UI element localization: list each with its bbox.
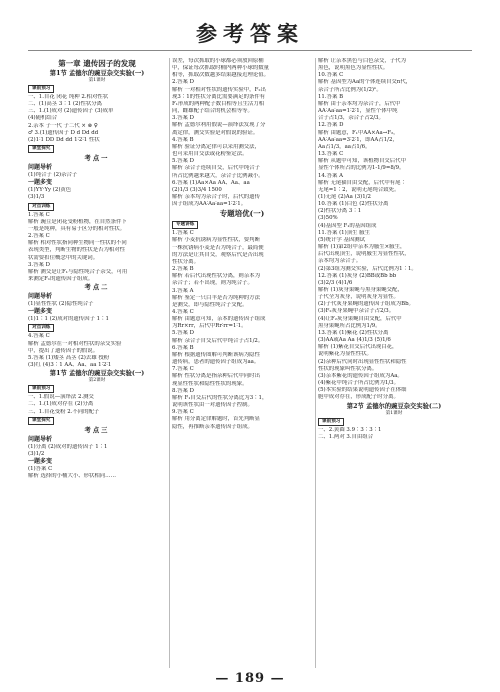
- answer-line: AA∶Aa∶aa=3∶2∶1，即AA占1/2，: [318, 136, 398, 143]
- answer-line: 8.答案 D: [172, 387, 194, 394]
- section-heading: 第1节 孟德尔的豌豆杂交实验(一): [49, 70, 145, 77]
- answer-line: 来测定F₁的遗传因子组成。: [28, 275, 94, 282]
- answer-line: (3)50%: [318, 215, 338, 222]
- answer-line: 表现类型，判断生物的性状是否为相对性: [28, 247, 126, 254]
- answer-line: (2)杂种后代同时出现显性性状和隐性: [318, 358, 407, 365]
- answer-line: (1)分离 (2)成对的遗传因子 1∶1: [28, 443, 108, 450]
- section-tag: 对点训练: [28, 203, 54, 211]
- answer-line: (5)统计学 基因测试: [318, 236, 366, 243]
- answer-line: 黑色，说明黑色为显性性状。: [318, 65, 389, 72]
- section-tag: 课前预习: [28, 385, 54, 393]
- answer-line: 隐性，再推断亲本遗传因子组成。: [172, 423, 253, 430]
- answer-line: Aa占1/3，aa占1/6。: [318, 143, 371, 150]
- answer-line: (3)F₂灰身果蝇中杂合子占2/3。: [318, 308, 395, 315]
- answer-line: 解析 基因型为Aa的个体连续自交n代，: [318, 79, 412, 86]
- answer-line: (1)1∶1 (2)成对的遗传因子 1∶1: [28, 316, 109, 323]
- answer-line: 解析 若后代出现性状分离，则亲本为: [172, 273, 260, 280]
- lesson-label: 第2课时: [88, 378, 106, 384]
- answer-line: 二、1.(1)成对存在 (2)分离: [28, 401, 94, 408]
- answer-line: 显性个体所占的比例为1-1/9=8/9。: [318, 165, 405, 172]
- answer-line: ♂ 3.(1)遗传因子 D d Dd dd: [28, 129, 99, 136]
- answer-line: 11.答案 B: [318, 93, 344, 100]
- answer-column-3: [318, 58, 470, 441]
- answer-line: (3)红 (4)3∶1 AA、Aa、aa 1∶2∶1: [28, 362, 112, 369]
- answer-line: 胞中成对存在，形成配子时分离。: [318, 394, 399, 401]
- point-heading: 考点三: [84, 426, 110, 434]
- answer-line: (1)无尾 (2)Aa (3)1/2: [318, 193, 371, 200]
- point-heading: 考点一: [84, 155, 110, 163]
- answer-line: (2)1∶1 DD Dd dd 1∶2∶1 性状: [28, 136, 100, 143]
- answer-line: 黑身果蝇所占比例为1/9。: [318, 322, 381, 329]
- answer-line: 所占比例越来越大，杂合子比例减小。: [172, 172, 264, 179]
- answer-line: 解析 F₁自交后代的性状分离比为3∶1，: [172, 394, 268, 401]
- answer-line: 5.答案 D: [172, 330, 194, 337]
- sub-heading: 问题导析: [28, 164, 53, 172]
- sub-heading: 一题多变: [28, 308, 53, 316]
- lesson-label: 第1课时: [88, 78, 106, 83]
- answer-line: 说明紫花为显性性状。: [318, 351, 372, 358]
- answer-line: 解析 根据遗传图解可判断该病为隐性: [172, 351, 260, 358]
- answer-line: 4.答案 B: [172, 136, 194, 143]
- answer-line: (3)AA或Aa Aa (4)1/3 (5)1/6: [318, 337, 391, 344]
- answer-column-1: [28, 58, 166, 480]
- answer-line: 解析 由题意，F₁中AA×Aa→F₂，: [318, 129, 399, 136]
- answer-line: AA∶Aa∶aa=1∶2∶1，显性个体中纯: [318, 108, 398, 115]
- answer-line: 4.答案 C: [28, 333, 50, 340]
- answer-line: 解析 用分离定律解题时，首先判断显: [172, 416, 260, 423]
- answer-line: 同，雌雄配子结合的机会相等等。: [172, 108, 253, 115]
- answer-line: 6.答案 B: [172, 344, 194, 351]
- answer-line: (2)1/3 (3)3/4 1500: [172, 186, 222, 193]
- answer-line: 解析 小麦抗锈病为显性性状，要判断: [172, 237, 260, 244]
- answer-line: 14.答案 A: [318, 172, 343, 179]
- answer-line: 解析 无尾猫自由交配，后代中有尾∶: [318, 179, 406, 186]
- answer-line: 3.答案 D: [172, 115, 194, 122]
- answer-line: 现显性性状和隐性性状的现象。: [172, 380, 248, 387]
- section-heading: 第1节 孟德尔的豌豆杂交实验(一): [49, 370, 145, 378]
- answer-line: (3)亲本紫花的遗传因子组成为Aa。: [318, 372, 403, 379]
- answer-line: 一般是纯种，具有易于区分的相对性状。: [28, 225, 126, 232]
- answer-line: 解析 孟德尔利用假说—演绎法发现了分: [172, 122, 266, 129]
- answer-line: 12.答案 D: [318, 122, 344, 129]
- answer-line: 3.答案 D: [28, 261, 50, 268]
- answer-line: 中，保证每次抓取时桶内两种小球的数量: [172, 65, 270, 72]
- answer-line: 是测交，即与隐性纯合子交配。: [172, 301, 248, 308]
- answer-line: 二、(1)高茎 3∶1 (2)性状分离: [28, 101, 103, 108]
- answer-line: 解析 性状分离是指杂种后代中同时出: [172, 373, 260, 380]
- answer-line: 10.答案 (1)白色 (2)性状分离: [318, 201, 389, 208]
- answer-line: 中，提出了遗传因子的假说。: [28, 347, 99, 354]
- answer-line: 解析 豌豆是闭花受粉植物，在自然条件下: [28, 218, 127, 225]
- answer-line: 2.亲本 子一代 子二代 × ⊗ ♀: [28, 122, 98, 129]
- answer-line: 4.答案 C: [172, 309, 194, 315]
- column-divider: [315, 58, 316, 668]
- answer-line: 后代出现顶生，说明腋生为显性性状，: [318, 251, 410, 258]
- answer-line: 解析 一对相对性状的遗传实验中，F₂出: [172, 86, 266, 93]
- section-heading: 第2节 孟德尔的豌豆杂交实验(二): [346, 402, 442, 410]
- section-tag-row: [28, 416, 166, 426]
- answer-line: (1)纯合子 (2)杂合子: [28, 172, 78, 179]
- answer-line: 2.答案 C: [28, 233, 50, 240]
- answer-line: 7.答案 C: [172, 366, 194, 373]
- section-tag: 专题讲练: [172, 221, 198, 229]
- page-number: — 189 —: [215, 671, 285, 686]
- answer-line: 解析 (1)灰身果蝇与黑身果蝇交配，: [318, 287, 403, 293]
- section-tag-row: [318, 417, 470, 427]
- answer-line: 10.答案 C: [318, 72, 344, 79]
- section-tag-row: [28, 202, 166, 212]
- answer-line: 一、2.黄圆 3.9∶3∶3∶1: [318, 426, 382, 433]
- answer-line: 遗传病，患者的遗传因子组成为aa。: [172, 359, 260, 366]
- answer-line: 解析 杂合子自交后代中纯合子占1/2。: [172, 337, 264, 344]
- section-tag-row: [28, 323, 166, 333]
- answer-line: 误差，每次抓取的小球都必须放回原桶: [172, 58, 264, 64]
- answer-line: (2)第3组为测交实验，后代比例为1∶1。: [318, 265, 417, 272]
- section-tag: 对点训练: [28, 324, 54, 332]
- answer-line: 状需要扣住概念中的关键词。: [28, 254, 99, 261]
- answer-line: 现3∶1的性状分离比需要满足的条件有: [172, 93, 266, 100]
- section-tag-row: [28, 144, 166, 154]
- chapter-heading: 第一章 遗传因子的发现: [58, 59, 136, 68]
- answer-line: 5.答案 (1)矮茎 高茎 (2)去雄 授粉: [28, 354, 110, 361]
- answer-line: 12.答案 (1)灰身 (2)BB或Bb bb: [318, 272, 397, 279]
- answer-line: (4)基因型 F₁的基因组成: [318, 222, 377, 229]
- answer-line: 1.答案 C: [172, 230, 194, 237]
- answer-line: 亲本均为杂合子。: [318, 258, 362, 265]
- answer-line: (4)紫花中纯合子所占比例为1/3。: [318, 380, 399, 387]
- answer-line: 一、1.假说—演绎法 2.测交: [28, 394, 94, 401]
- column-divider: [169, 58, 170, 668]
- point-heading: 考点二: [84, 284, 110, 292]
- answer-line: 13.答案 (1)紫花 (2)性状分离: [318, 329, 389, 336]
- answer-line: 解析 选择的小桶大小、形状相同……: [28, 473, 116, 480]
- answer-line: 解析 (1)紫花自交后代出现白花，: [318, 344, 398, 351]
- answer-line: 解析 让亲本黑色与白色杂交，子代为: [318, 58, 406, 64]
- answer-line: 相等，抓取次数越多结果越接近理论值。: [172, 72, 270, 79]
- answer-line: 解析 杂合子连续自交，后代中纯合子: [172, 165, 260, 172]
- answer-line: 11.答案 (1)顶生 腋生: [318, 229, 370, 236]
- answer-line: (5)本实验的结果说明遗传因子在体细: [318, 387, 407, 394]
- answer-line: 说明该性状由一对遗传因子控制。: [172, 402, 253, 409]
- answer-line: 解析 鉴定一只白羊是否为纯种的方法: [172, 294, 260, 301]
- answer-line: (4)随机结合: [28, 115, 58, 122]
- answer-line: (3)1/3: [28, 194, 45, 201]
- section-tag: 课前预习: [318, 418, 344, 426]
- sub-heading: 一题多变: [28, 458, 53, 465]
- answer-line: 为Rr×rr，后代中Rr∶rr=1∶1。: [172, 323, 247, 330]
- answer-line: (2)性状分离 3∶1: [318, 208, 362, 215]
- answer-line: 离定律，测交实验是对假说的验证。: [172, 129, 259, 136]
- answer-line: 解析 从题中可知，该植物自交后代中: [318, 158, 406, 165]
- answer-line: 解析 测交是让F₁与隐性纯合子杂交，可用: [28, 268, 128, 275]
- answer-line: 一、1.自花 闭花 纯种 2.相对性状: [28, 94, 109, 100]
- answer-line: 二、1.两对 3.自由组合: [318, 433, 374, 440]
- answer-line: 因子组成为AA∶Aa∶aa=1∶2∶1。: [172, 201, 247, 208]
- title-rule: [28, 50, 472, 51]
- answer-line: (1)答案 C: [28, 466, 53, 472]
- answer-line: 子代全为灰身，说明灰身为显性。: [318, 294, 399, 301]
- sub-heading: 问题导析: [28, 293, 53, 301]
- answer-line: 无尾=1∶2，说明无尾纯合致死。: [318, 186, 400, 193]
- answer-line: 解析 由题意可知，亲本的遗传因子组成: [172, 316, 266, 323]
- answer-line: (1)YY·Yy (2)黄色: [28, 187, 72, 194]
- answer-line: 9.答案 C: [172, 409, 194, 416]
- section-tag-row: [28, 384, 166, 394]
- answer-line: (3)1/2: [28, 450, 45, 457]
- answer-line: 2.答案 D: [172, 79, 194, 86]
- answer-column-2: [172, 58, 312, 431]
- answer-line: 杂合子所占比例为(1/2)ⁿ。: [318, 86, 382, 93]
- answer-line: 性状的现象叫性状分离。: [318, 365, 378, 372]
- section-tag: 课堂探究: [28, 145, 54, 153]
- answer-line: 解析 (1)第2组中亲本为腋生×腋生，: [318, 244, 406, 251]
- topic-heading: 专题培优(一): [219, 209, 265, 219]
- answer-line: 解析 由于亲本均为杂合子，后代中: [318, 100, 401, 107]
- answer-line: 5.答案 D: [172, 158, 194, 165]
- answer-line: (3)2/3 (4)1/6: [318, 279, 353, 286]
- answer-line: (1)显性性状 (2)隐性纯合子: [28, 301, 94, 308]
- answer-line: 1.答案 C: [28, 211, 50, 218]
- section-tag: 课前预习: [28, 85, 54, 93]
- sub-heading: 问题导析: [28, 435, 53, 443]
- answer-line: 6.答案 (1)Aa×Aa AA、Aa、aa: [172, 179, 250, 186]
- answer-line: 杂合子；若不出现，则为纯合子。: [172, 280, 253, 287]
- answer-line: 性状分离。: [172, 258, 199, 265]
- page-title: 参考答案: [196, 21, 304, 46]
- answer-line: (4)让F₂灰身果蝇自由交配，后代中: [318, 315, 402, 322]
- answer-line: 也可采用自交法或花粉鉴定法。: [172, 151, 248, 158]
- answer-line: 解析 相对性状指同种生物同一性状的不同: [28, 240, 127, 247]
- answer-line: 三、1.自花受粉 2.不同的配子: [28, 408, 100, 415]
- answer-line: (2)子代灰身果蝇的遗传因子组成为Bb。: [318, 301, 414, 308]
- lesson-label: 第1课时: [385, 410, 403, 416]
- answer-line: 3.答案 A: [172, 287, 194, 294]
- sub-heading: 一题多变: [28, 179, 53, 187]
- answer-line: 三、1.(1)成对 (2)遗传因子 (3)成单: [28, 108, 114, 115]
- section-tag-row: [28, 84, 166, 94]
- answer-line: 合子占1/3，杂合子占2/3。: [318, 115, 384, 122]
- answer-line: 13.答案 C: [318, 151, 344, 158]
- section-tag: 课堂探究: [28, 417, 54, 425]
- answer-line: F₁形成的两种配子数目相等且生活力相: [172, 100, 265, 107]
- answer-line: 解析 亲本均为杂合子时，后代的遗传: [172, 193, 260, 200]
- answer-line: 解析 验证分离定律可以采用测交法，: [172, 143, 260, 150]
- answer-line: 的方法是让其自交，观察后代是否出现: [172, 251, 264, 258]
- answer-line: 一株抗锈病小麦是否为纯合子，最简便: [172, 244, 264, 251]
- answer-line: 2.答案 B: [172, 266, 194, 273]
- answer-line: 解析 孟德尔在一对相对性状的杂交实验: [28, 340, 122, 347]
- section-tag-row: [172, 220, 312, 230]
